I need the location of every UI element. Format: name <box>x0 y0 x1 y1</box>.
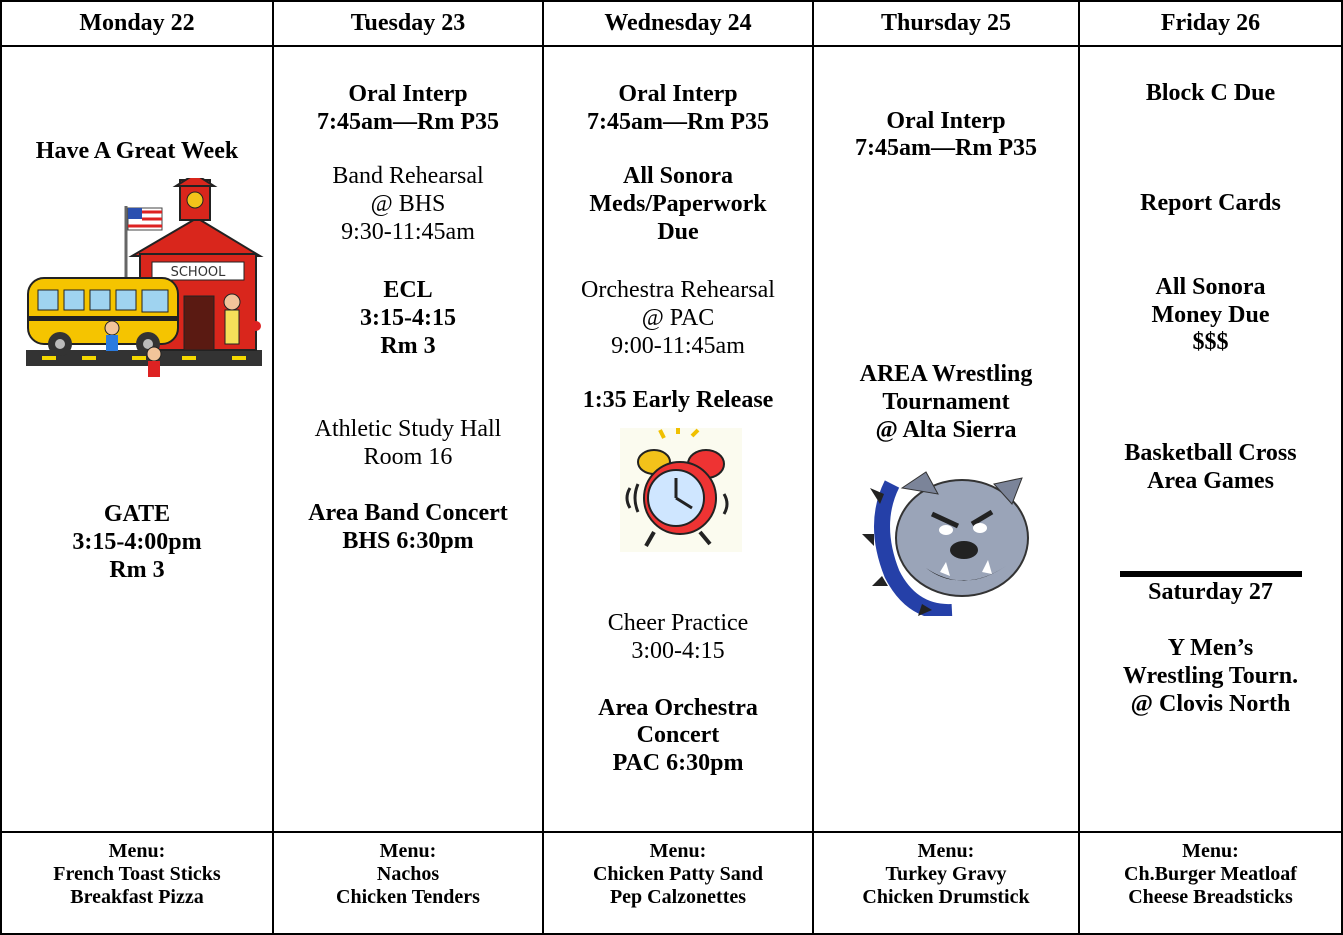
menu-label: Menu: <box>108 840 166 862</box>
day-header-thursday: Thursday 25 <box>880 10 1012 36</box>
thu-wrestling-line2: Tournament <box>882 389 1010 415</box>
wed-orch-place: @ PAC <box>641 305 715 331</box>
menu-item: Turkey Gravy <box>885 863 1007 885</box>
sat-ymen-line3: @ Clovis North <box>1130 691 1291 717</box>
wed-meds-line2: Meds/Paperwork <box>589 191 767 217</box>
tue-study-room: Room 16 <box>363 444 453 470</box>
wed-orch-time: 9:00-11:45am <box>611 333 745 359</box>
thu-oral-title: Oral Interp <box>886 108 1006 134</box>
tue-band-title: Band Rehearsal <box>332 163 484 189</box>
fri-basketball-line1: Basketball Cross <box>1124 440 1297 466</box>
tue-concert-time: BHS 6:30pm <box>342 528 474 554</box>
menu-tuesday <box>274 834 542 932</box>
wed-meds-line1: All Sonora <box>622 163 733 189</box>
tue-study-title: Athletic Study Hall <box>314 416 502 442</box>
menu-label: Menu: <box>917 840 975 862</box>
fri-basketball-line2: Area Games <box>1147 468 1274 494</box>
saturday-divider <box>1120 571 1302 577</box>
tue-band-place: @ BHS <box>370 191 446 217</box>
wed-orch-title: Orchestra Rehearsal <box>581 277 775 303</box>
tue-oral-title: Oral Interp <box>348 81 468 107</box>
menu-divider <box>0 831 1343 833</box>
fri-money-line1: All Sonora <box>1155 274 1266 300</box>
header-divider <box>0 45 1343 47</box>
menu-item: French Toast Sticks <box>53 863 221 885</box>
gate-time: 3:15-4:00pm <box>72 529 202 555</box>
menu-monday <box>2 834 272 932</box>
saturday-header: Saturday 27 <box>1148 579 1273 605</box>
fri-report-cards: Report Cards <box>1140 190 1281 216</box>
thu-wrestling-line1: AREA Wrestling <box>859 361 1033 387</box>
menu-friday <box>1080 834 1341 932</box>
menu-item: Chicken Drumstick <box>862 886 1030 908</box>
school-sign-text: SCHOOL <box>170 265 226 280</box>
menu-thursday <box>814 834 1078 932</box>
gate-room: Rm 3 <box>109 557 165 583</box>
bulldog-mascot-icon <box>862 464 1040 616</box>
menu-wednesday <box>544 834 812 932</box>
day-header-friday: Friday 26 <box>1160 10 1261 36</box>
wed-concert-line2: Concert <box>636 722 720 748</box>
day-header-tuesday: Tuesday 23 <box>350 10 466 36</box>
sat-ymen-line2: Wrestling Tourn. <box>1122 663 1299 689</box>
wed-oral-time: 7:45am—Rm P35 <box>587 109 769 135</box>
tue-concert-title: Area Band Concert <box>308 500 508 526</box>
tue-ecl-title: ECL <box>383 277 433 303</box>
menu-item: Nachos <box>376 863 440 885</box>
wed-cheer-time: 3:00-4:15 <box>631 638 725 664</box>
thu-wrestling-line3: @ Alta Sierra <box>875 417 1017 443</box>
tue-ecl-time: 3:15-4:15 <box>360 305 456 331</box>
wed-concert-line3: PAC 6:30pm <box>612 750 744 776</box>
thu-oral-time: 7:45am—Rm P35 <box>855 135 1037 161</box>
menu-item: Ch.Burger Meatloaf <box>1124 863 1297 885</box>
wed-cheer-title: Cheer Practice <box>607 610 749 636</box>
alarm-clock-icon <box>620 428 742 552</box>
fri-money-line3: $$$ <box>1192 329 1229 355</box>
monday-greeting: Have A Great Week <box>35 138 239 164</box>
wed-early-release: 1:35 Early Release <box>582 387 774 413</box>
menu-item: Pep Calzonettes <box>609 886 747 908</box>
wed-meds-line3: Due <box>657 219 699 245</box>
menu-item: Chicken Tenders <box>336 886 480 908</box>
day-header-monday: Monday 22 <box>79 10 195 36</box>
grid-line <box>542 0 544 935</box>
wed-concert-line1: Area Orchestra <box>598 695 758 721</box>
day-header-wednesday: Wednesday 24 <box>604 10 752 36</box>
menu-label: Menu: <box>379 840 437 862</box>
school-bus-illustration <box>22 178 264 393</box>
menu-label: Menu: <box>1182 840 1239 862</box>
sat-ymen-line1: Y Men’s <box>1167 635 1254 661</box>
menu-item: Breakfast Pizza <box>70 886 204 908</box>
fri-block-due: Block C Due <box>1145 80 1276 106</box>
wed-oral-title: Oral Interp <box>618 81 738 107</box>
menu-item: Chicken Patty Sand <box>592 863 764 885</box>
menu-label: Menu: <box>649 840 707 862</box>
tue-band-time: 9:30-11:45am <box>341 219 475 245</box>
gate-title: GATE <box>103 501 171 527</box>
fri-money-line2: Money Due <box>1151 302 1270 328</box>
tue-oral-time: 7:45am—Rm P35 <box>317 109 499 135</box>
tue-ecl-room: Rm 3 <box>380 333 436 359</box>
menu-item: Cheese Breadsticks <box>1128 886 1293 908</box>
